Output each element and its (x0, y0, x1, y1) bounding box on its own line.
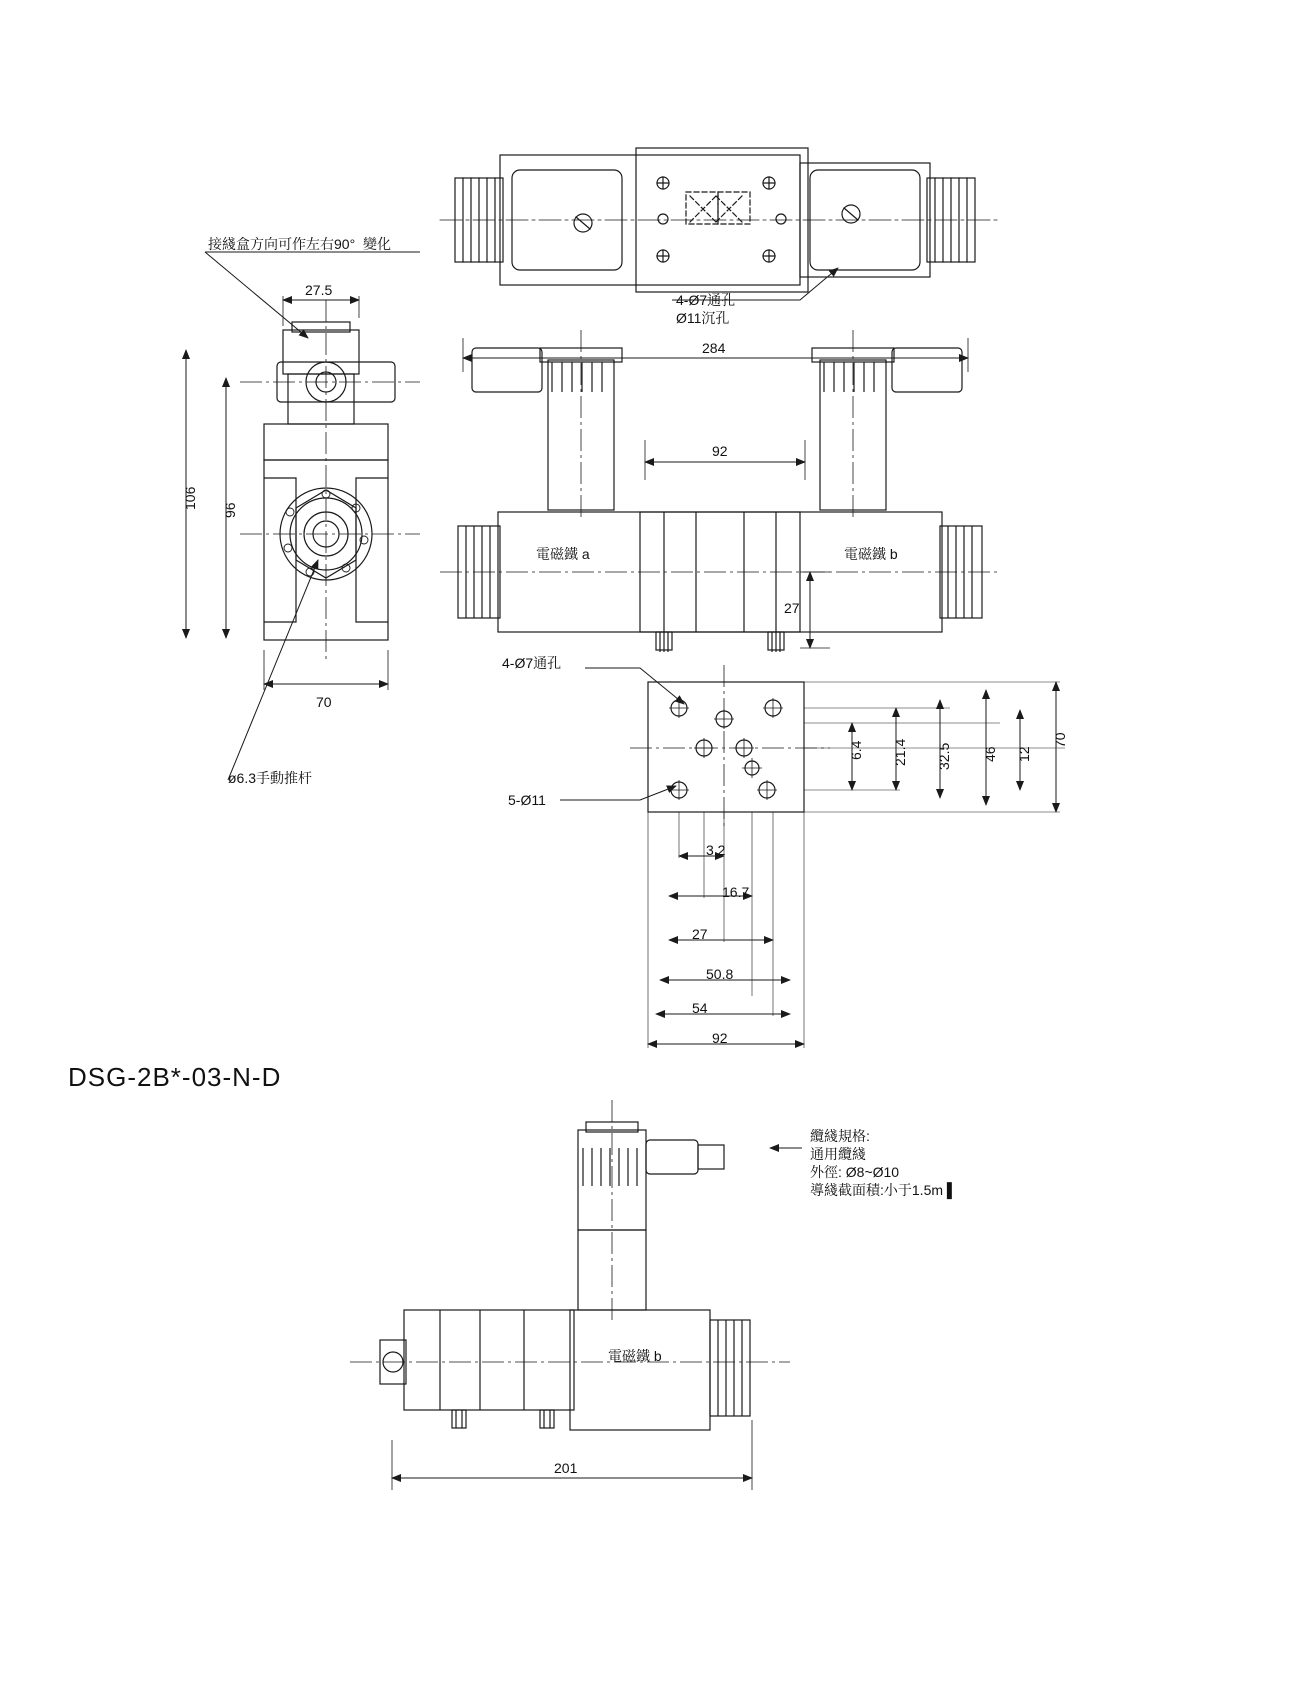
cable-spec-line-3: 外徑: Ø8~Ø10 (810, 1164, 900, 1180)
dim-27-offset: 27 (784, 600, 800, 616)
front-view-left (240, 300, 420, 660)
model-title: DSG-2B*-03-N-D (68, 1062, 282, 1092)
dim-70-front: 70 (316, 694, 332, 710)
bottom-assembly-view (350, 1100, 790, 1430)
dim-27-face: 27 (692, 926, 708, 942)
manual-push-rod-label: ø6.3手動推杆 (228, 770, 313, 786)
dimension-lines (186, 296, 1065, 1490)
top-assembly-view (440, 148, 1000, 292)
front-view-main (440, 330, 1000, 652)
mounting-face-view (630, 665, 830, 830)
solenoid-b-label: 電磁鐵 b (844, 546, 898, 562)
cable-spec-line-1: 纜綫規格: (810, 1128, 870, 1144)
dim-3-2: 3.2 (706, 842, 726, 858)
junction-box-note: 接綫盒方向可作左右90° 變化 (208, 236, 391, 252)
dim-46: 46 (982, 746, 998, 762)
through-hole-4x7-b-label: 4-Ø7通孔 (502, 655, 562, 671)
solenoid-b-label-bottom: 電磁鐵 b (608, 1348, 662, 1364)
solenoid-a-label: 電磁鐵 a (536, 546, 590, 562)
dim-92-face: 92 (712, 1030, 728, 1046)
dim-21-4: 21.4 (892, 738, 908, 766)
dim-201: 201 (554, 1460, 578, 1476)
counterbore-11-label: Ø11沉孔 (676, 310, 730, 326)
holes-5x11-label: 5-Ø11 (508, 792, 546, 808)
dim-27-5: 27.5 (305, 282, 333, 298)
dim-92-center: 92 (712, 443, 728, 459)
dim-54: 54 (692, 1000, 708, 1016)
dim-106: 106 (182, 486, 198, 510)
dim-70-face: 70 (1052, 732, 1068, 748)
dim-96: 96 (222, 502, 238, 518)
cable-spec-line-2: 通用纜綫 (810, 1146, 866, 1162)
dim-32-5: 32.5 (936, 742, 952, 770)
dim-6-4: 6.4 (848, 740, 864, 760)
through-hole-4x7-label: 4-Ø7通孔 (676, 292, 736, 308)
cable-spec-line-4: 導綫截面積:小于1.5m ▌ (810, 1182, 957, 1198)
dim-50-8: 50.8 (706, 966, 734, 982)
dim-16-7: 16.7 (722, 884, 750, 900)
dim-12: 12 (1016, 746, 1032, 762)
dim-284: 284 (702, 340, 726, 356)
